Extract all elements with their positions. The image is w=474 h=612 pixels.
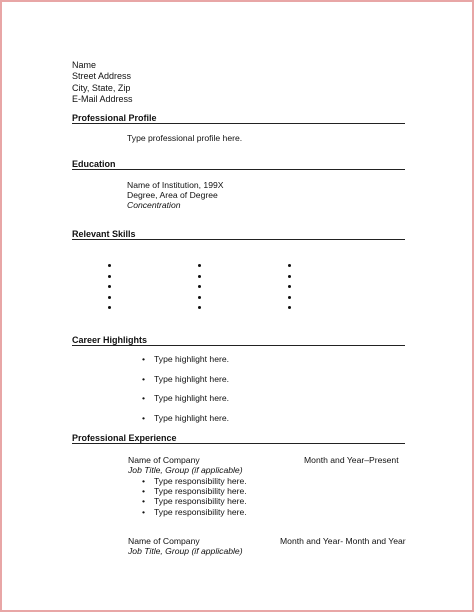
bullet-glyph: • (142, 476, 146, 486)
responsibility-item (142, 486, 247, 496)
highlight-item (142, 413, 229, 423)
responsibility-item (142, 507, 247, 517)
skill-bullet (108, 306, 111, 309)
section-title-education: Education (72, 159, 116, 169)
bullet-glyph: • (142, 507, 146, 517)
skill-bullet (108, 296, 111, 299)
highlight-item (142, 354, 229, 364)
bullet-glyph: • (142, 354, 146, 364)
contact-block (72, 60, 133, 106)
responsibility-item (142, 476, 247, 486)
bullet-glyph: • (142, 486, 146, 496)
skill-bullet (198, 275, 201, 278)
job-company: Name of Company (128, 455, 200, 465)
section-title-profile: Professional Profile (72, 113, 157, 123)
section-rule-experience (72, 443, 405, 444)
skill-bullet (288, 296, 291, 299)
bullet-glyph: • (142, 374, 146, 384)
highlight-item (142, 374, 229, 384)
skill-bullet (288, 275, 291, 278)
bullet-glyph: • (142, 413, 146, 423)
skill-bullet (198, 264, 201, 267)
bullet-glyph: • (142, 393, 146, 403)
bullet-glyph: • (142, 496, 146, 506)
responsibility-text: Type responsibility here. (154, 507, 247, 517)
skill-bullet (288, 285, 291, 288)
highlight-text: Type highlight here. (154, 374, 230, 384)
skill-bullet (108, 264, 111, 267)
section-title-experience: Professional Experience (72, 433, 177, 443)
responsibility-item (142, 496, 247, 506)
responsibility-text: Type responsibility here. (154, 496, 247, 506)
job-dates: Month and Year–Present (304, 455, 399, 465)
job-title: Job Title, Group (if applicable) (128, 465, 243, 475)
section-title-highlights: Career Highlights (72, 335, 148, 345)
education-degree: Degree, Area of Degree (127, 190, 218, 200)
highlight-item (142, 393, 229, 403)
education-institution: Name of Institution, 199X (127, 180, 224, 190)
job-title: Job Title, Group (if applicable) (128, 546, 243, 556)
contact-city: City, State, Zip (72, 82, 131, 93)
skill-bullet (288, 264, 291, 267)
section-rule-profile (72, 123, 405, 124)
contact-email: E-Mail Address (72, 94, 133, 105)
job-company: Name of Company (128, 536, 200, 546)
skill-bullet (198, 285, 201, 288)
education-concentration: Concentration (127, 200, 181, 210)
contact-name: Name (72, 60, 97, 70)
contact-street: Street Address (72, 71, 132, 82)
profile-text: Type professional profile here. (127, 133, 243, 143)
skill-bullet (288, 306, 291, 309)
responsibility-text: Type responsibility here. (154, 486, 247, 496)
skill-bullet (198, 306, 201, 309)
skill-bullet (198, 296, 201, 299)
section-rule-highlights (72, 345, 405, 346)
highlight-text: Type highlight here. (154, 393, 230, 403)
section-rule-education (72, 169, 405, 170)
responsibility-text: Type responsibility here. (154, 476, 247, 486)
skill-bullet (108, 275, 111, 278)
highlight-text: Type highlight here. (154, 413, 230, 423)
highlight-text: Type highlight here. (154, 354, 230, 364)
section-title-skills: Relevant Skills (72, 229, 136, 239)
section-rule-skills (72, 239, 405, 240)
job-dates: Month and Year- Month and Year (280, 536, 406, 546)
skill-bullet (108, 285, 111, 288)
